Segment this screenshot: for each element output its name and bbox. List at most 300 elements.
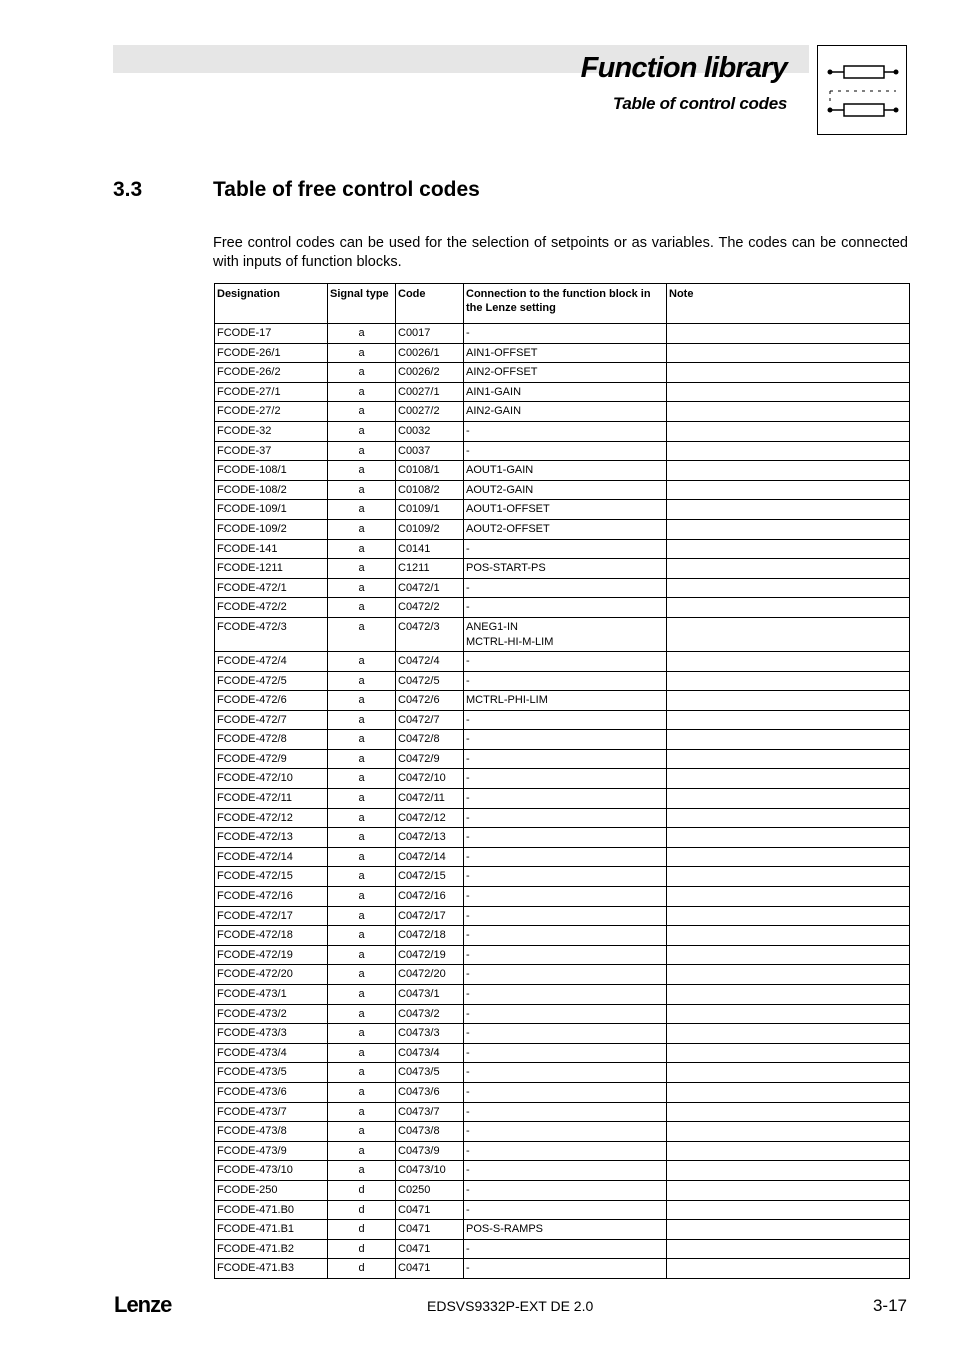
cell-connection: - xyxy=(464,539,667,559)
cell-designation: FCODE-473/9 xyxy=(215,1141,328,1161)
cell-code: C0471 xyxy=(396,1220,464,1240)
cell-designation: FCODE-472/2 xyxy=(215,598,328,618)
section-title: Table of free control codes xyxy=(213,178,480,201)
cell-code: C0473/2 xyxy=(396,1004,464,1024)
cell-code: C0026/2 xyxy=(396,363,464,383)
cell-connection: - xyxy=(464,906,667,926)
table-row xyxy=(215,343,910,363)
cell-connection: - xyxy=(464,965,667,985)
table-row xyxy=(215,651,910,671)
table-row xyxy=(215,945,910,965)
header-signal-type: Signal type xyxy=(328,284,396,324)
cell-connection: - xyxy=(464,1161,667,1181)
cell-designation: FCODE-472/5 xyxy=(215,671,328,691)
table-row xyxy=(215,363,910,383)
cell-signal-type: a xyxy=(328,1161,396,1181)
cell-code: C1211 xyxy=(396,559,464,579)
cell-connection: - xyxy=(464,789,667,809)
cell-designation: FCODE-108/2 xyxy=(215,480,328,500)
cell-designation: FCODE-472/6 xyxy=(215,691,328,711)
intro-paragraph: Free control codes can be used for the selection of setpoints or as variables. The codes can be connected with inputs of function blocks. xyxy=(213,235,908,270)
cell-code: C0108/1 xyxy=(396,461,464,481)
cell-designation: FCODE-473/10 xyxy=(215,1161,328,1181)
cell-note xyxy=(667,1004,910,1024)
table-row xyxy=(215,461,910,481)
cell-connection: AIN2-OFFSET xyxy=(464,363,667,383)
table-row xyxy=(215,1063,910,1083)
cell-signal-type: a xyxy=(328,828,396,848)
cell-connection: - xyxy=(464,598,667,618)
cell-connection: - xyxy=(464,441,667,461)
cell-connection: - xyxy=(464,1122,667,1142)
cell-code: C0473/6 xyxy=(396,1082,464,1102)
cell-signal-type: a xyxy=(328,461,396,481)
cell-signal-type: a xyxy=(328,789,396,809)
cell-note xyxy=(667,500,910,520)
table-row xyxy=(215,617,910,651)
cell-designation: FCODE-109/2 xyxy=(215,519,328,539)
cell-code: C0472/14 xyxy=(396,847,464,867)
cell-code: C0473/9 xyxy=(396,1141,464,1161)
cell-note xyxy=(667,461,910,481)
cell-note xyxy=(667,1122,910,1142)
cell-connection: POS-S-RAMPS xyxy=(464,1220,667,1240)
cell-signal-type: a xyxy=(328,519,396,539)
cell-signal-type: a xyxy=(328,1141,396,1161)
cell-signal-type: a xyxy=(328,651,396,671)
cell-designation: FCODE-472/17 xyxy=(215,906,328,926)
cell-note xyxy=(667,671,910,691)
cell-connection: - xyxy=(464,749,667,769)
cell-signal-type: a xyxy=(328,559,396,579)
cell-code: C0473/8 xyxy=(396,1122,464,1142)
cell-code: C0250 xyxy=(396,1180,464,1200)
cell-code: C0108/2 xyxy=(396,480,464,500)
cell-note xyxy=(667,598,910,618)
cell-designation: FCODE-473/2 xyxy=(215,1004,328,1024)
table-row xyxy=(215,598,910,618)
table-row xyxy=(215,1161,910,1181)
cell-signal-type: a xyxy=(328,985,396,1005)
cell-designation: FCODE-471.B2 xyxy=(215,1239,328,1259)
cell-note xyxy=(667,519,910,539)
cell-signal-type: a xyxy=(328,480,396,500)
cell-connection: AIN1-GAIN xyxy=(464,382,667,402)
table-row xyxy=(215,965,910,985)
cell-note xyxy=(667,710,910,730)
cell-connection: - xyxy=(464,867,667,887)
cell-designation: FCODE-472/3 xyxy=(215,617,328,651)
cell-signal-type: a xyxy=(328,906,396,926)
cell-code: C0472/4 xyxy=(396,651,464,671)
cell-connection: - xyxy=(464,1259,667,1279)
cell-designation: FCODE-472/4 xyxy=(215,651,328,671)
table-row xyxy=(215,808,910,828)
cell-designation: FCODE-473/6 xyxy=(215,1082,328,1102)
cell-designation: FCODE-26/2 xyxy=(215,363,328,383)
document-id: EDSVS9332P-EXT DE 2.0 xyxy=(427,1298,594,1314)
cell-note xyxy=(667,402,910,422)
cell-designation: FCODE-473/5 xyxy=(215,1063,328,1083)
cell-signal-type: a xyxy=(328,867,396,887)
table-row xyxy=(215,324,910,344)
cell-note xyxy=(667,1220,910,1240)
cell-code: C0472/16 xyxy=(396,887,464,907)
page-title: Function library xyxy=(580,52,787,84)
cell-signal-type: a xyxy=(328,363,396,383)
cell-code: C0472/18 xyxy=(396,926,464,946)
cell-signal-type: d xyxy=(328,1180,396,1200)
cell-note xyxy=(667,1141,910,1161)
cell-code: C0473/10 xyxy=(396,1161,464,1181)
table-row xyxy=(215,1259,910,1279)
cell-code: C0472/10 xyxy=(396,769,464,789)
cell-note xyxy=(667,906,910,926)
table-row xyxy=(215,1082,910,1102)
cell-designation: FCODE-472/12 xyxy=(215,808,328,828)
cell-signal-type: a xyxy=(328,730,396,750)
cell-code: C0037 xyxy=(396,441,464,461)
cell-signal-type: d xyxy=(328,1259,396,1279)
cell-signal-type: d xyxy=(328,1239,396,1259)
cell-connection: AOUT1-GAIN xyxy=(464,461,667,481)
section-number: 3.3 xyxy=(113,178,143,201)
cell-note xyxy=(667,480,910,500)
cell-connection: - xyxy=(464,926,667,946)
cell-designation: FCODE-472/13 xyxy=(215,828,328,848)
header-designation: Designation xyxy=(215,284,328,324)
cell-code: C0472/12 xyxy=(396,808,464,828)
cell-note xyxy=(667,421,910,441)
cell-signal-type: a xyxy=(328,808,396,828)
table-row xyxy=(215,382,910,402)
cell-signal-type: a xyxy=(328,749,396,769)
cell-code: C0027/1 xyxy=(396,382,464,402)
cell-code: C0473/4 xyxy=(396,1043,464,1063)
cell-designation: FCODE-472/1 xyxy=(215,578,328,598)
table-row xyxy=(215,1141,910,1161)
cell-signal-type: a xyxy=(328,887,396,907)
cell-signal-type: a xyxy=(328,402,396,422)
cell-signal-type: a xyxy=(328,382,396,402)
cell-code: C0472/5 xyxy=(396,671,464,691)
table-row xyxy=(215,906,910,926)
page-number: 3-17 xyxy=(872,1296,907,1315)
cell-note xyxy=(667,441,910,461)
cell-code: C0472/2 xyxy=(396,598,464,618)
cell-note xyxy=(667,1102,910,1122)
table-row xyxy=(215,539,910,559)
cell-connection: - xyxy=(464,808,667,828)
cell-note xyxy=(667,867,910,887)
cell-note xyxy=(667,926,910,946)
cell-signal-type: a xyxy=(328,965,396,985)
table-row xyxy=(215,671,910,691)
table-row xyxy=(215,1024,910,1044)
cell-signal-type: a xyxy=(328,539,396,559)
cell-note xyxy=(667,1082,910,1102)
cell-signal-type: a xyxy=(328,324,396,344)
table-row xyxy=(215,1043,910,1063)
cell-connection: AIN1-OFFSET xyxy=(464,343,667,363)
cell-designation: FCODE-471.B1 xyxy=(215,1220,328,1240)
cell-note xyxy=(667,1200,910,1220)
cell-signal-type: a xyxy=(328,1102,396,1122)
cell-note xyxy=(667,1043,910,1063)
cell-designation: FCODE-472/20 xyxy=(215,965,328,985)
cell-connection: - xyxy=(464,1200,667,1220)
cell-signal-type: a xyxy=(328,343,396,363)
cell-note xyxy=(667,324,910,344)
cell-connection: AOUT2-GAIN xyxy=(464,480,667,500)
cell-note xyxy=(667,828,910,848)
cell-designation: FCODE-473/1 xyxy=(215,985,328,1005)
cell-signal-type: a xyxy=(328,421,396,441)
cell-connection: AOUT1-OFFSET xyxy=(464,500,667,520)
cell-connection: - xyxy=(464,1102,667,1122)
cell-code: C0472/1 xyxy=(396,578,464,598)
cell-signal-type: d xyxy=(328,1220,396,1240)
cell-designation: FCODE-473/8 xyxy=(215,1122,328,1142)
cell-signal-type: a xyxy=(328,691,396,711)
cell-code: C0017 xyxy=(396,324,464,344)
cell-designation: FCODE-37 xyxy=(215,441,328,461)
cell-note xyxy=(667,1024,910,1044)
lenze-logo: Lenze xyxy=(114,1292,172,1317)
table-row xyxy=(215,1180,910,1200)
cell-designation: FCODE-32 xyxy=(215,421,328,441)
cell-signal-type: a xyxy=(328,847,396,867)
cell-designation: FCODE-472/11 xyxy=(215,789,328,809)
cell-connection: - xyxy=(464,847,667,867)
table-row xyxy=(215,1239,910,1259)
cell-code: C0472/15 xyxy=(396,867,464,887)
cell-connection: - xyxy=(464,421,667,441)
control-codes-table xyxy=(214,283,910,1279)
cell-connection: - xyxy=(464,1082,667,1102)
cell-code: C0472/6 xyxy=(396,691,464,711)
cell-code: C0472/17 xyxy=(396,906,464,926)
cell-note xyxy=(667,363,910,383)
cell-designation: FCODE-473/7 xyxy=(215,1102,328,1122)
cell-note xyxy=(667,539,910,559)
cell-connection: - xyxy=(464,887,667,907)
cell-signal-type: a xyxy=(328,598,396,618)
cell-designation: FCODE-472/15 xyxy=(215,867,328,887)
cell-connection: POS-START-PS xyxy=(464,559,667,579)
cell-signal-type: a xyxy=(328,1043,396,1063)
cell-note xyxy=(667,749,910,769)
table-row xyxy=(215,402,910,422)
cell-signal-type: a xyxy=(328,945,396,965)
cell-code: C0109/2 xyxy=(396,519,464,539)
cell-note xyxy=(667,382,910,402)
cell-code: C0109/1 xyxy=(396,500,464,520)
connection-line: MCTRL-HI-M-LIM xyxy=(466,635,554,648)
table-row xyxy=(215,691,910,711)
cell-connection: - xyxy=(464,1024,667,1044)
cell-connection: MCTRL-PHI-LIM xyxy=(464,691,667,711)
cell-connection: - xyxy=(464,828,667,848)
cell-note xyxy=(667,651,910,671)
cell-signal-type: d xyxy=(328,1200,396,1220)
cell-code: C0471 xyxy=(396,1239,464,1259)
table-row xyxy=(215,1102,910,1122)
connection-line: ANEG1-IN xyxy=(466,620,518,633)
cell-connection: - xyxy=(464,578,667,598)
cell-note xyxy=(667,578,910,598)
cell-code: C0471 xyxy=(396,1200,464,1220)
cell-code: C0472/11 xyxy=(396,789,464,809)
table-row xyxy=(215,578,910,598)
function-block-diagram-icon xyxy=(817,45,907,135)
cell-connection: - xyxy=(464,1141,667,1161)
table-row xyxy=(215,710,910,730)
table-row xyxy=(215,480,910,500)
cell-connection: - xyxy=(464,1180,667,1200)
cell-connection: - xyxy=(464,985,667,1005)
cell-code: C0027/2 xyxy=(396,402,464,422)
table-row xyxy=(215,1220,910,1240)
cell-connection: - xyxy=(464,1239,667,1259)
table-row xyxy=(215,519,910,539)
cell-note xyxy=(667,1180,910,1200)
table-header-row xyxy=(215,284,910,324)
cell-connection: - xyxy=(464,651,667,671)
cell-signal-type: a xyxy=(328,500,396,520)
cell-code: C0473/1 xyxy=(396,985,464,1005)
table-row xyxy=(215,887,910,907)
cell-note xyxy=(667,1063,910,1083)
table-row xyxy=(215,1004,910,1024)
cell-designation: FCODE-471.B0 xyxy=(215,1200,328,1220)
cell-designation: FCODE-109/1 xyxy=(215,500,328,520)
cell-code: C0026/1 xyxy=(396,343,464,363)
cell-signal-type: a xyxy=(328,578,396,598)
header-code: Code xyxy=(396,284,464,324)
cell-code: C0472/8 xyxy=(396,730,464,750)
cell-signal-type: a xyxy=(328,926,396,946)
cell-designation: FCODE-27/1 xyxy=(215,382,328,402)
cell-note xyxy=(667,691,910,711)
cell-designation: FCODE-250 xyxy=(215,1180,328,1200)
cell-connection: - xyxy=(464,730,667,750)
cell-note xyxy=(667,965,910,985)
cell-signal-type: a xyxy=(328,617,396,651)
table-row xyxy=(215,867,910,887)
cell-connection: - xyxy=(464,1043,667,1063)
header-connection: Connection to the function block in the Lenze setting xyxy=(464,284,667,324)
cell-code: C0472/3 xyxy=(396,617,464,651)
table-row xyxy=(215,926,910,946)
table-row xyxy=(215,769,910,789)
cell-designation: FCODE-472/9 xyxy=(215,749,328,769)
cell-connection: - xyxy=(464,945,667,965)
cell-connection: AOUT2-OFFSET xyxy=(464,519,667,539)
cell-code: C0472/9 xyxy=(396,749,464,769)
cell-designation: FCODE-27/2 xyxy=(215,402,328,422)
cell-signal-type: a xyxy=(328,671,396,691)
cell-designation: FCODE-472/19 xyxy=(215,945,328,965)
header-note: Note xyxy=(667,284,910,324)
cell-connection: - xyxy=(464,324,667,344)
cell-note xyxy=(667,808,910,828)
cell-code: C0472/13 xyxy=(396,828,464,848)
cell-designation: FCODE-141 xyxy=(215,539,328,559)
cell-designation: FCODE-472/7 xyxy=(215,710,328,730)
cell-designation: FCODE-108/1 xyxy=(215,461,328,481)
cell-designation: FCODE-26/1 xyxy=(215,343,328,363)
cell-connection: - xyxy=(464,1063,667,1083)
cell-designation: FCODE-472/18 xyxy=(215,926,328,946)
cell-signal-type: a xyxy=(328,710,396,730)
cell-connection: AIN2-GAIN xyxy=(464,402,667,422)
cell-note xyxy=(667,343,910,363)
cell-code: C0473/7 xyxy=(396,1102,464,1122)
cell-signal-type: a xyxy=(328,1063,396,1083)
cell-note xyxy=(667,617,910,651)
table-row xyxy=(215,789,910,809)
table-row xyxy=(215,828,910,848)
table-row xyxy=(215,1200,910,1220)
table-row xyxy=(215,847,910,867)
cell-designation: FCODE-1211 xyxy=(215,559,328,579)
cell-code: C0472/20 xyxy=(396,965,464,985)
cell-connection: - xyxy=(464,671,667,691)
cell-designation: FCODE-472/10 xyxy=(215,769,328,789)
cell-code: C0473/5 xyxy=(396,1063,464,1083)
table-row xyxy=(215,500,910,520)
cell-signal-type: a xyxy=(328,1082,396,1102)
cell-code: C0471 xyxy=(396,1259,464,1279)
cell-signal-type: a xyxy=(328,1004,396,1024)
cell-designation: FCODE-471.B3 xyxy=(215,1259,328,1279)
cell-note xyxy=(667,945,910,965)
cell-connection xyxy=(464,617,667,651)
cell-code: C0473/3 xyxy=(396,1024,464,1044)
cell-signal-type: a xyxy=(328,1122,396,1142)
cell-designation: FCODE-473/3 xyxy=(215,1024,328,1044)
page-subtitle: Table of control codes xyxy=(612,94,787,113)
table-row xyxy=(215,441,910,461)
cell-note xyxy=(667,769,910,789)
cell-designation: FCODE-472/8 xyxy=(215,730,328,750)
cell-code: C0472/7 xyxy=(396,710,464,730)
cell-designation: FCODE-472/16 xyxy=(215,887,328,907)
table-row xyxy=(215,730,910,750)
table-row xyxy=(215,1122,910,1142)
table-row xyxy=(215,421,910,441)
cell-code: C0141 xyxy=(396,539,464,559)
cell-designation: FCODE-472/14 xyxy=(215,847,328,867)
table-row xyxy=(215,749,910,769)
cell-code: C0472/19 xyxy=(396,945,464,965)
cell-connection: - xyxy=(464,710,667,730)
cell-connection: - xyxy=(464,769,667,789)
cell-note xyxy=(667,1259,910,1279)
cell-signal-type: a xyxy=(328,441,396,461)
cell-note xyxy=(667,847,910,867)
cell-signal-type: a xyxy=(328,1024,396,1044)
cell-signal-type: a xyxy=(328,769,396,789)
cell-note xyxy=(667,887,910,907)
table-row xyxy=(215,985,910,1005)
cell-connection: - xyxy=(464,1004,667,1024)
table-row xyxy=(215,559,910,579)
cell-note xyxy=(667,985,910,1005)
cell-note xyxy=(667,1161,910,1181)
cell-note xyxy=(667,559,910,579)
